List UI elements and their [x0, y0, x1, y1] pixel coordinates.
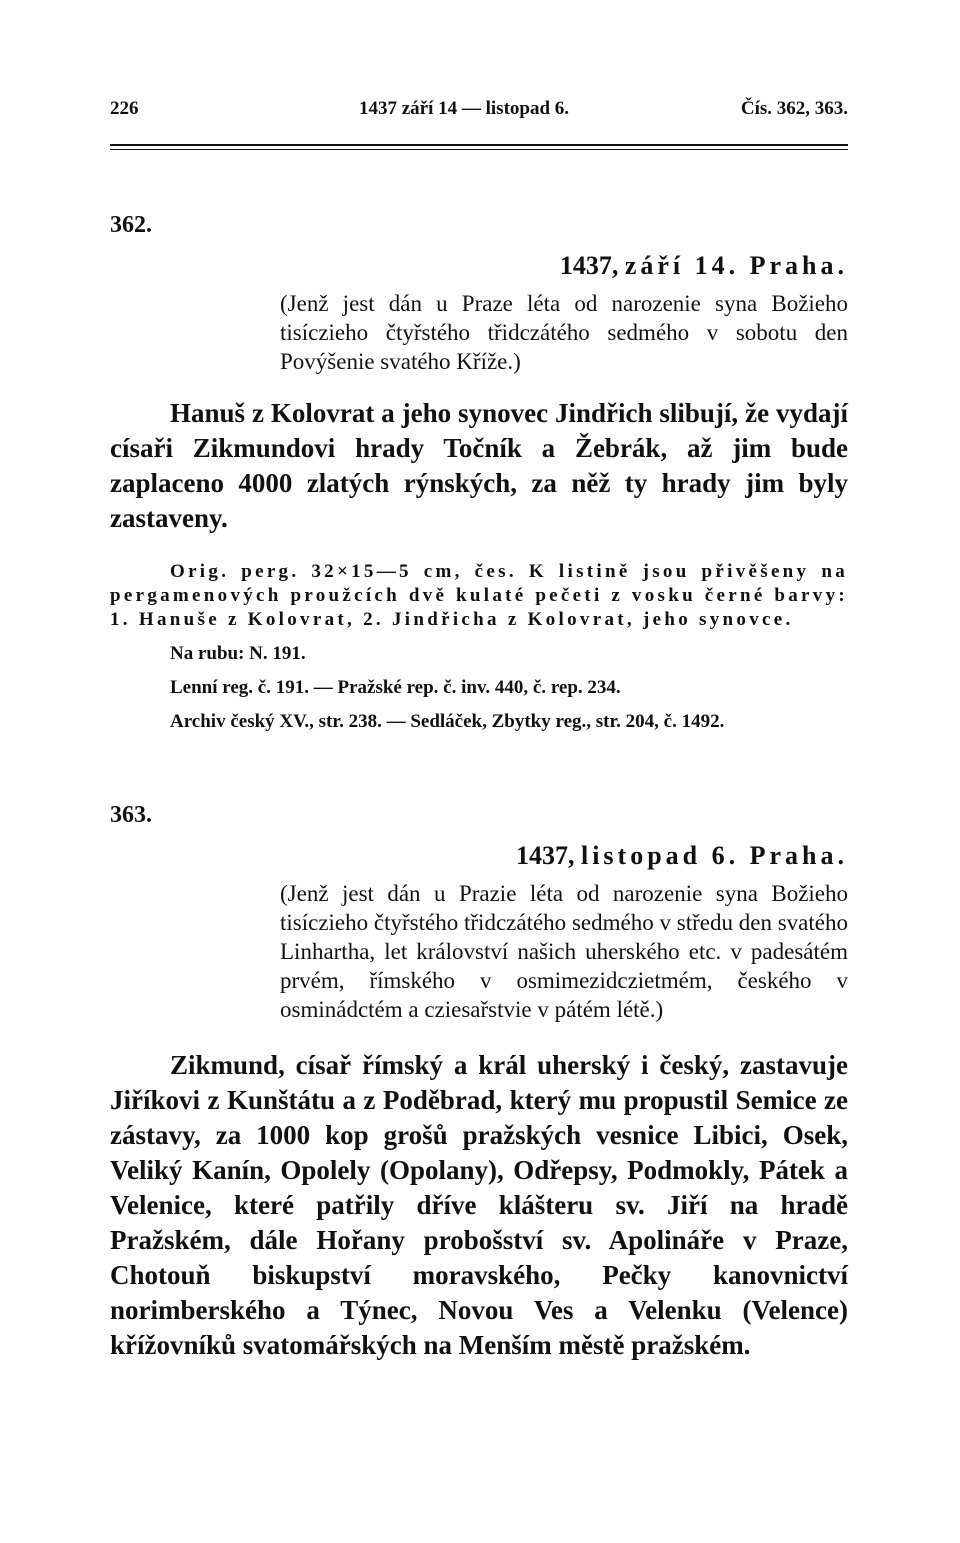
- literature-note: Archiv český XV., str. 238. — Sedláček, Zbytky reg., str. 204, č. 1492.: [170, 711, 725, 732]
- page: [110, 98, 848, 1363]
- header-doc-numbers: Čís. 362, 363.: [740, 98, 848, 119]
- dating-note: (Jenž jest dán u Prazie léta od narozenie syna Božieho tisíczieho čtyřstého třidczátého sedmého v středu den svatého Linhartha, let království našich uherského etc. v padesátém prvém, římského v osmimezidczietmém, českého v osminádctém a cziesařstvie v pátém létě.): [280, 881, 848, 1022]
- regest-text: Hanuš z Kolovrat a jeho synovec Jindřich slibují, že vydají císaři Zikmundovi hrady Točník a Žebrák, až jim bude zaplaceno 4000 zlatých rýnských, za něž ty hrady jim byly zastaveny.: [110, 398, 848, 533]
- document-number: 362.: [110, 212, 152, 238]
- document-363: [110, 802, 848, 1363]
- document-number: 363.: [110, 802, 152, 828]
- register-note: Lenní reg. č. 191. — Pražské rep. č. inv. 440, č. rep. 234.: [170, 677, 621, 698]
- running-header: [110, 98, 848, 130]
- document-dateline: [110, 841, 848, 871]
- dateline-year: 1437,: [559, 251, 619, 280]
- header-rule-thin: [110, 149, 848, 150]
- dating-note: (Jenž jest dán u Praze léta od narozenie syna Božieho tisíczieho čtyřstého třidczátého sedmého v sobotu den Povýšenie svatého Kříže.): [280, 291, 848, 374]
- header-rule: [110, 144, 848, 146]
- dateline-place: listopad 6. Praha.: [580, 841, 848, 870]
- header-date-range: 1437 září 14 — listopad 6.: [358, 98, 570, 119]
- rubric-note: Na rubu: N. 191.: [170, 643, 306, 664]
- dateline-year: 1437,: [515, 841, 575, 870]
- document-362: [110, 212, 848, 734]
- regest-text: Zikmund, císař římský a král uherský i český, zastavuje Jiříkovi z Kunštátu a z Poděbrad, který mu propustil Semice ze zástavy, za 1000 kop grošů pražských vesnice Libici, Osek, Veliký Kanín, Opolely (Opolany), Odřepsy, Podmokly, Pátek a Velenice, které patřily dříve klášteru sv. Jiří na hradě Pražském, dále Hořany probošství sv. Apolináře v Praze, Chotouň biskupství moravského, Pečky kanovnictví norimberského a Týnec, Novou Ves a Velenku (Velence) křížovníků svatomářských na Menším městě pražském.: [110, 1050, 848, 1360]
- page-number: 226: [110, 98, 139, 119]
- original-description: Orig. perg. 32×15—5 cm, čes. K listině jsou přivěšeny na pergamenových proužcích dvě kulaté pečeti z vosku černé barvy: 1. Hanuše z Kolovrat, 2. Jindřicha z Kolovrat, jeho synovce.: [110, 561, 848, 630]
- dateline-place: září 14. Praha.: [624, 251, 848, 280]
- document-dateline: [110, 251, 848, 281]
